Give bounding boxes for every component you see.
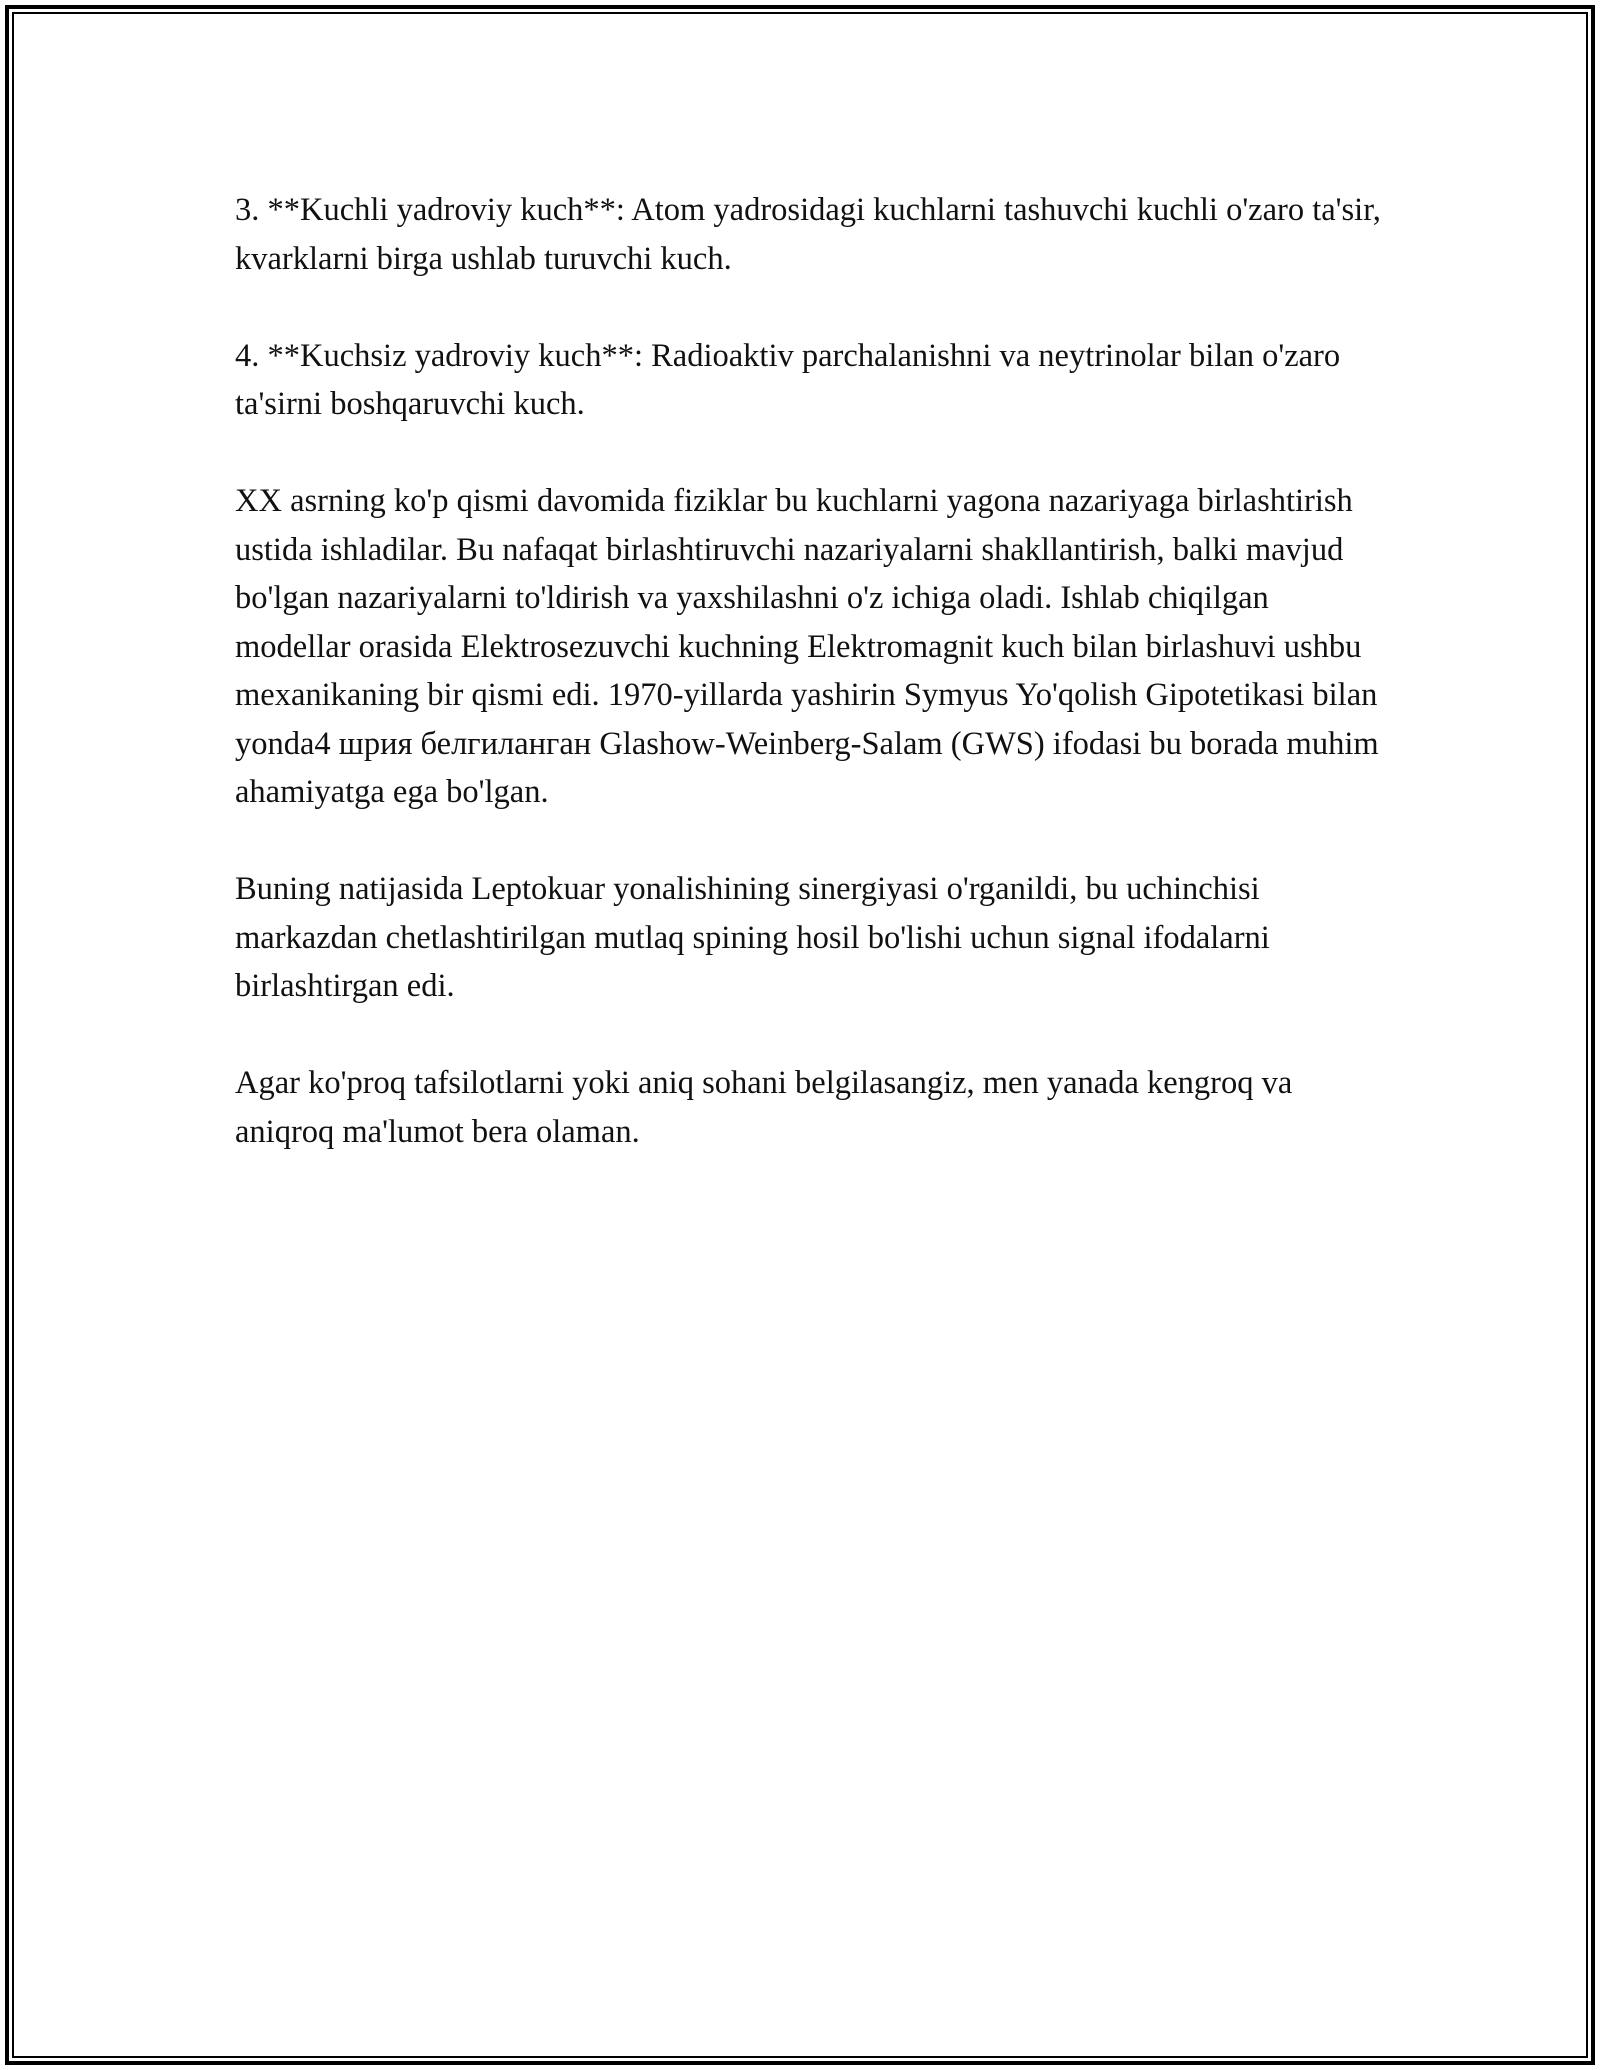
paragraph-strong-nuclear-force: 3. **Kuchli yadroviy kuch**: Atom yadrosidagi kuchlarni tashuvchi kuchli o'zaro ta'sir, kvarklarni birga ushlab turuvchi kuch.: [235, 192, 1381, 277]
paragraph-leptoquark: Buning natijasida Leptokuar yonalishining sinergiyasi o'rganildi, bu uchinchisi markazdan chetlashtirilgan mutlaq spining hosil bo'lishi uchun signal ifodalarni birlashtirgan edi.: [235, 871, 1270, 1004]
paragraph-unification-history: XX asrning ko'p qismi davomida fiziklar bu kuchlarni yagona nazariyaga birlashtirish ustida ishladilar. Bu nafaqat birlashtiruvchi nazariyalarni shakllantirish, balki mavjud bo'lgan nazariyalarni to'ldirish va yaxshilashni o'z ichiga oladi. Ishlab chiqilgan modellar orasida Elektrosezuvchi kuchning Elektromagnit kuch bilan birlashuvi ushbu mexanikaning bir qismi edi. 1970-yillarda yashirin Symyus Yo'qolish Gipotetikasi bilan yonda4 шрия белгиланган Glashow-Weinberg-Salam (GWS) ifodasi bu borada muhim ahamiyatga ega bo'lgan.: [235, 483, 1379, 810]
paragraph-closing-offer: Agar ko'proq tafsilotlarni yoki aniq sohani belgilasangiz, men yanada kengroq va aniqroq ma'lumot bera olaman.: [235, 1065, 1293, 1150]
document-body: [235, 186, 1385, 1205]
paragraph-weak-nuclear-force: 4. **Kuchsiz yadroviy kuch**: Radioaktiv parchalanishni va neytrinolar bilan o'zaro ta'sirni boshqaruvchi kuch.: [235, 337, 1341, 422]
